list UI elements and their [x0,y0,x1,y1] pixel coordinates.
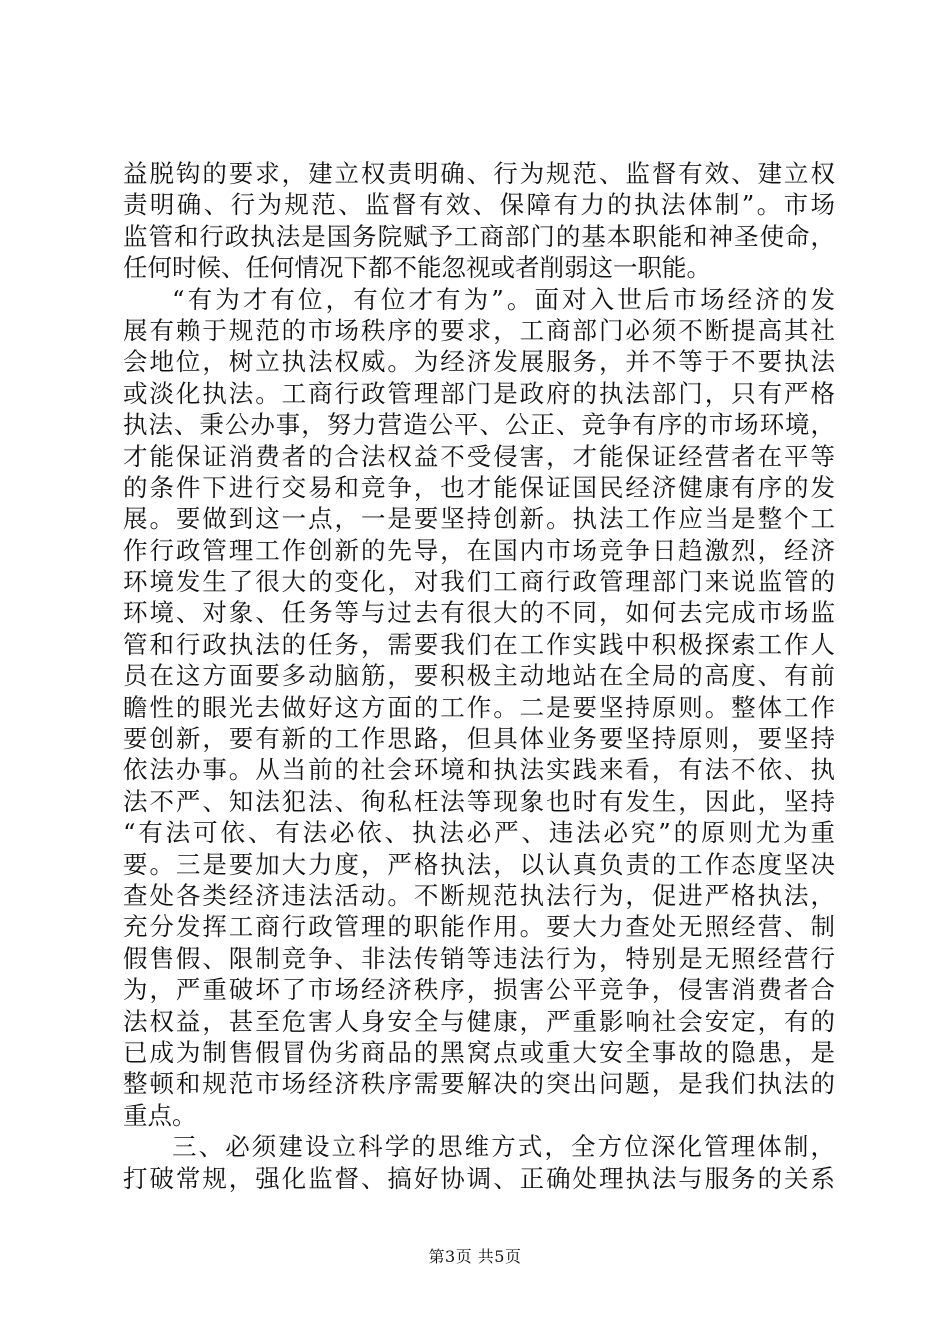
text-line: 展。要做到这一点，一是要坚持创新。执法工作应当是整个工 [123,504,835,534]
text-line: 法不严、知法犯法、徇私枉法等现象也时有发生，因此，坚持 [123,786,835,816]
section-heading-line: 打破常规，强化监督、搞好协调、正确处理执法与服务的关系 [123,1163,835,1193]
text-line: 才能保证消费者的合法权益不受侵害，才能保证经营者在平等 [123,441,835,471]
text-line: 环境发生了很大的变化，对我们工商行政管理部门来说监管的 [123,567,835,597]
text-line: 充分发挥工商行政管理的职能作用。要大力查处无照经营、制 [123,912,835,942]
text-line: 作行政管理工作创新的先导，在国内市场竞争日趋激烈，经济 [123,535,835,565]
text-line: 会地位，树立执法权威。为经济发展服务，并不等于不要执法 [123,347,835,377]
text-line: 查处各类经济违法活动。不断规范执法行为，促进严格执法， [123,880,835,910]
text-line: 依法办事。从当前的社会环境和执法实践来看，有法不依、执 [123,755,835,785]
text-line: 已成为制售假冒伪劣商品的黑窝点或重大安全事故的隐患，是 [123,1037,835,1067]
paragraph-first-line: “有为才有位，有位才有为”。面对入世后市场经济的发 [172,284,835,314]
text-line: “有法可依、有法必依、执法必严、违法必究”的原则尤为重 [123,818,835,848]
text-line: 要创新，要有新的工作思路，但具体业务要坚持原则，要坚持 [123,724,835,754]
text-line: 展有赖于规范的市场秩序的要求，工商部门必须不断提高其社 [123,315,835,345]
text-line: 法权益，甚至危害人身安全与健康，严重影响社会安定，有的 [123,1006,835,1036]
text-line: 员在这方面要多动脑筋，要积极主动地站在全局的高度、有前 [123,661,835,691]
text-line: 监管和行政执法是国务院赋予工商部门的基本职能和神圣使命， [123,221,835,251]
section-heading-line: 三、必须建设立科学的思维方式，全方位深化管理体制， [172,1132,835,1162]
text-line: 环境、对象、任务等与过去有很大的不同，如何去完成市场监 [123,598,835,628]
page-footer: 第3页 共5页 [428,1247,522,1266]
text-line: 任何时候、任何情况下都不能忽视或者削弱这一职能。 [123,253,711,283]
text-line: 重点。 [123,1100,197,1130]
text-line: 益脱钩的要求，建立权责明确、行为规范、监督有效、建立权 [123,159,835,188]
text-line: 或淡化执法。工商行政管理部门是政府的执法部门，只有严格 [123,378,835,408]
text-line: 责明确、行为规范、监督有效、保障有力的执法体制”。市场 [123,190,835,220]
document-body [123,158,835,1194]
text-line: 要。三是要加大力度，严格执法，以认真负责的工作态度坚决 [123,849,835,879]
text-line: 瞻性的眼光去做好这方面的工作。二是要坚持原则。整体工作 [123,692,835,722]
text-line: 管和行政执法的任务，需要我们在工作实践中积极探索工作人 [123,629,835,659]
text-line: 假售假、限制竞争、非法传销等违法行为，特别是无照经营行 [123,943,835,973]
text-line: 的条件下进行交易和竞争，也才能保证国民经济健康有序的发 [123,472,835,502]
text-line: 整顿和规范市场经济秩序需要解决的突出问题，是我们执法的 [123,1069,835,1099]
text-line: 执法、秉公办事，努力营造公平、公正、竞争有序的市场环境， [123,410,835,440]
text-line: 为，严重破坏了市场经济秩序，损害公平竞争，侵害消费者合 [123,975,835,1005]
